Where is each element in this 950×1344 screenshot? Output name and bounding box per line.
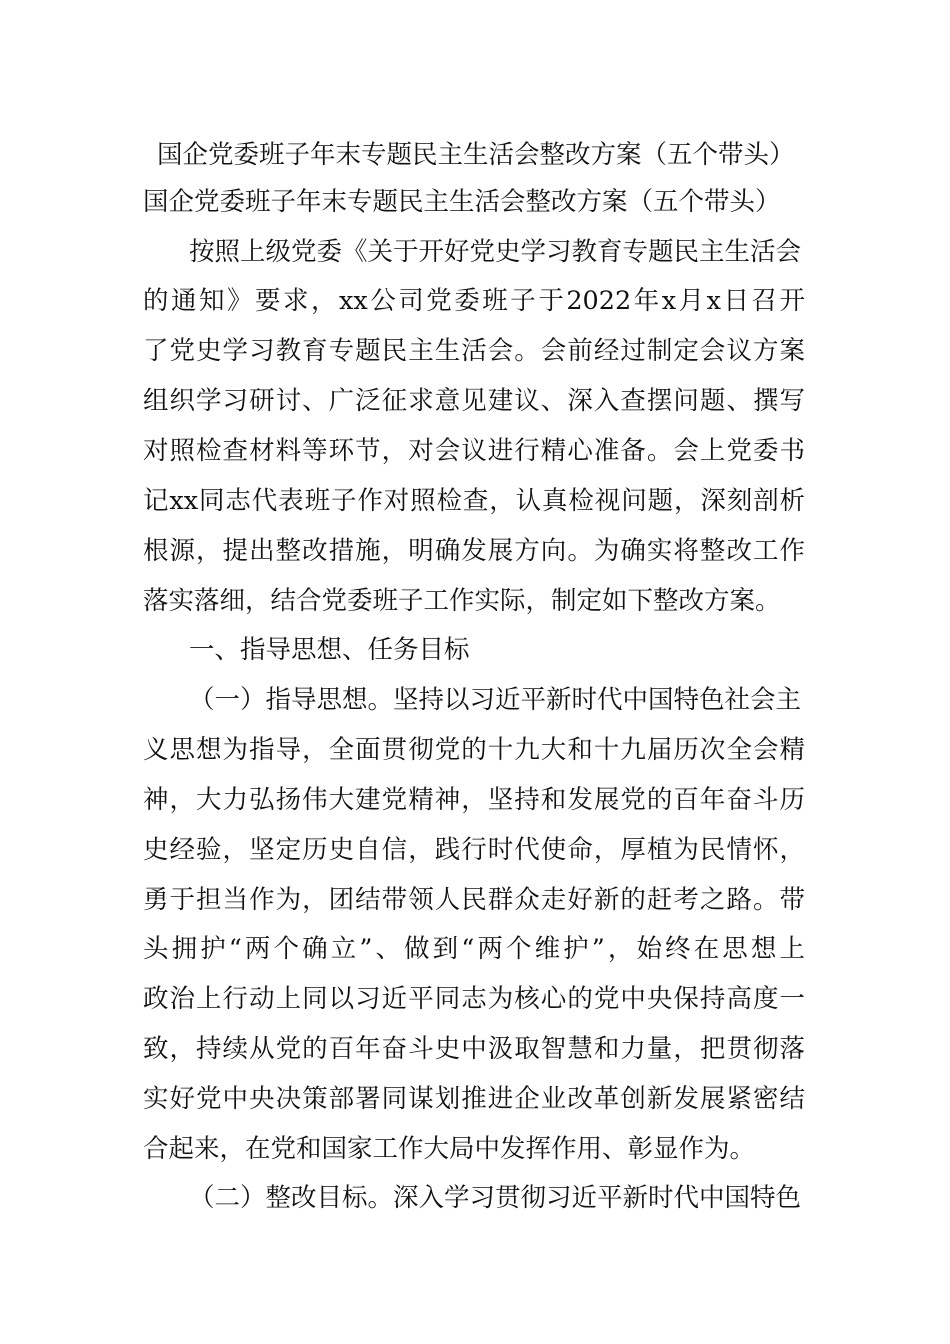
paragraph-line: 按照上级党委《关于开好党史学习教育专题民主生活会: [189, 237, 802, 267]
paragraph-line: 致，持续从党的百年奋斗史中汲取智慧和力量，把贯彻落: [143, 1034, 805, 1064]
paragraph-line: （二）整改目标。深入学习贯彻习近平新时代中国特色: [189, 1183, 802, 1213]
paragraph-line: 头拥护“两个确立”、做到“两个维护”，始终在思想上: [143, 934, 805, 964]
paragraph-line: 的通知》要求，xx公司党委班子于2022年x月x日召开: [143, 286, 805, 316]
paragraph-line: 对照检查材料等环节，对会议进行精心准备。会上党委书: [143, 436, 805, 466]
paragraph-line: 神，大力弘扬伟大建党精神，坚持和发展党的百年奋斗历: [143, 785, 805, 815]
paragraph-line: 根源，提出整改措施，明确发展方向。为确实将整改工作: [143, 536, 805, 566]
paragraph-line: 实好党中央决策部署同谋划推进企业改革创新发展紧密结: [143, 1084, 805, 1114]
document-header-title: 国企党委班子年末专题民主生活会整改方案（五个带头）: [157, 140, 795, 170]
section-heading: 一、指导思想、任务目标: [189, 635, 470, 665]
paragraph-line: 合起来，在党和国家工作大局中发挥作用、彰显作为。: [143, 1134, 756, 1164]
paragraph-line: （一）指导思想。坚持以习近平新时代中国特色社会主: [189, 685, 802, 715]
paragraph-line: 组织学习研讨、广泛征求意见建议、深入查摆问题、撰写: [143, 386, 805, 416]
paragraph-line: 史经验，坚定历史自信，践行时代使命，厚植为民情怀，: [143, 835, 805, 865]
paragraph-line: 记xx同志代表班子作对照检查，认真检视问题，深刻剖析: [143, 486, 805, 516]
document-title: 国企党委班子年末专题民主生活会整改方案（五个带头）: [143, 187, 781, 217]
paragraph-line: 勇于担当作为，团结带领人民群众走好新的赶考之路。带: [143, 885, 805, 915]
paragraph-line: 落实落细，结合党委班子工作实际，制定如下整改方案。: [143, 586, 781, 616]
paragraph-line: 义思想为指导，全面贯彻党的十九大和十九届历次全会精: [143, 735, 805, 765]
paragraph-line: 了党史学习教育专题民主生活会。会前经过制定会议方案: [143, 336, 805, 366]
paragraph-line: 政治上行动上同以习近平同志为核心的党中央保持高度一: [143, 984, 805, 1014]
